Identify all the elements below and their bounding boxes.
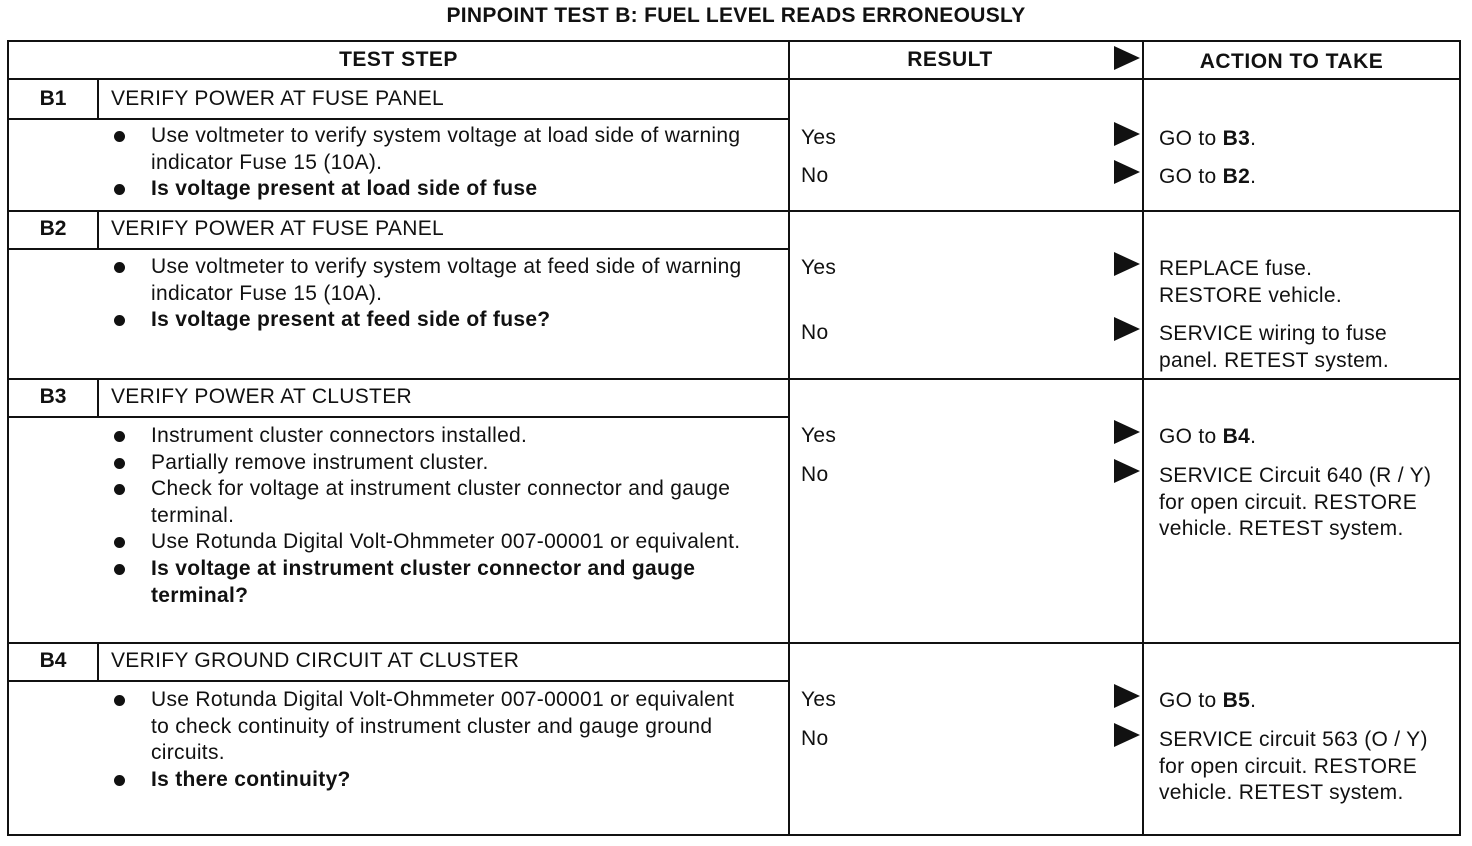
step-id: B3 — [39, 385, 67, 408]
step-id: B4 — [39, 649, 67, 672]
step-id: B1 — [39, 87, 67, 110]
step-id-divider — [97, 379, 99, 417]
header-arrow-icon — [1114, 46, 1140, 70]
arrow-icon — [1114, 684, 1140, 708]
step-bullet-list — [109, 687, 751, 793]
step-bullet-list — [109, 423, 751, 609]
result-yes: Yes — [801, 424, 837, 447]
header-test-step: TEST STEP — [339, 48, 458, 71]
header-result: RESULT — [907, 48, 993, 71]
action-text: GO to B3. — [1159, 127, 1257, 150]
step-id-divider — [97, 80, 99, 118]
result-no: No — [801, 463, 829, 486]
bullet-item: Instrument cluster connectors installed. — [109, 423, 751, 450]
result-no: No — [801, 164, 829, 187]
column-divider-action — [1142, 42, 1144, 834]
column-divider-result — [788, 42, 790, 834]
result-no: No — [801, 727, 829, 750]
result-yes: Yes — [801, 688, 837, 711]
action-text: GO to B5. — [1159, 689, 1257, 712]
bullet-item: Partially remove instrument cluster. — [109, 450, 751, 477]
step-title-divider — [9, 118, 788, 120]
step-id: B2 — [39, 217, 67, 240]
arrow-icon — [1114, 420, 1140, 444]
step-id-divider — [97, 643, 99, 681]
action-text: SERVICE circuit 563 (O / Y) for open circuit. RESTORE vehicle. RETEST system. — [1159, 728, 1428, 804]
step-title: VERIFY POWER AT CLUSTER — [111, 385, 412, 408]
result-yes: Yes — [801, 256, 837, 279]
step-title: VERIFY POWER AT FUSE PANEL — [111, 87, 444, 110]
step-title: VERIFY GROUND CIRCUIT AT CLUSTER — [111, 649, 520, 672]
page-title: PINPOINT TEST B: FUEL LEVEL READS ERRONEOUSLY — [446, 4, 1026, 27]
result-yes: Yes — [801, 126, 837, 149]
action-text: GO to B2. — [1159, 165, 1257, 188]
arrow-icon — [1114, 160, 1140, 184]
step-title-divider — [9, 248, 788, 250]
action-text: REPLACE fuse. RESTORE vehicle. — [1159, 257, 1342, 307]
step-bullet-list — [109, 123, 751, 203]
action-text: GO to B4. — [1159, 425, 1257, 448]
bullet-item: Use voltmeter to verify system voltage at load side of warning indicator Fuse 15 (10A). — [109, 123, 751, 176]
bullet-question: Is voltage at instrument cluster connector and gauge terminal? — [109, 556, 751, 609]
action-text: SERVICE wiring to fuse panel. RETEST system. — [1159, 322, 1389, 372]
step-bullet-list — [109, 254, 751, 334]
bullet-question: Is voltage present at feed side of fuse? — [109, 307, 751, 334]
arrow-icon — [1114, 252, 1140, 276]
arrow-icon — [1114, 122, 1140, 146]
step-title-divider — [9, 416, 788, 418]
step-title: VERIFY POWER AT FUSE PANEL — [111, 217, 444, 240]
result-no: No — [801, 321, 829, 344]
arrow-icon — [1114, 459, 1140, 483]
pinpoint-test-table — [7, 40, 1461, 836]
arrow-icon — [1114, 723, 1140, 747]
step-title-divider — [9, 680, 788, 682]
arrow-icon — [1114, 317, 1140, 341]
header-action: ACTION TO TAKE — [1199, 50, 1384, 73]
bullet-item: Use Rotunda Digital Volt-Ohmmeter 007-00001 or equivalent. — [109, 529, 751, 556]
step-id-divider — [97, 211, 99, 249]
action-text: SERVICE Circuit 640 (R / Y) for open circuit. RESTORE vehicle. RETEST system. — [1159, 464, 1432, 540]
bullet-item: Use voltmeter to verify system voltage at feed side of warning indicator Fuse 15 (10A). — [109, 254, 751, 307]
bullet-question: Is there continuity? — [109, 767, 751, 794]
bullet-item: Use Rotunda Digital Volt-Ohmmeter 007-00001 or equivalent to check continuity of instrument cluster and gauge ground circuits. — [109, 687, 751, 767]
bullet-item: Check for voltage at instrument cluster connector and gauge terminal. — [109, 476, 751, 529]
bullet-question: Is voltage present at load side of fuse — [109, 176, 751, 203]
